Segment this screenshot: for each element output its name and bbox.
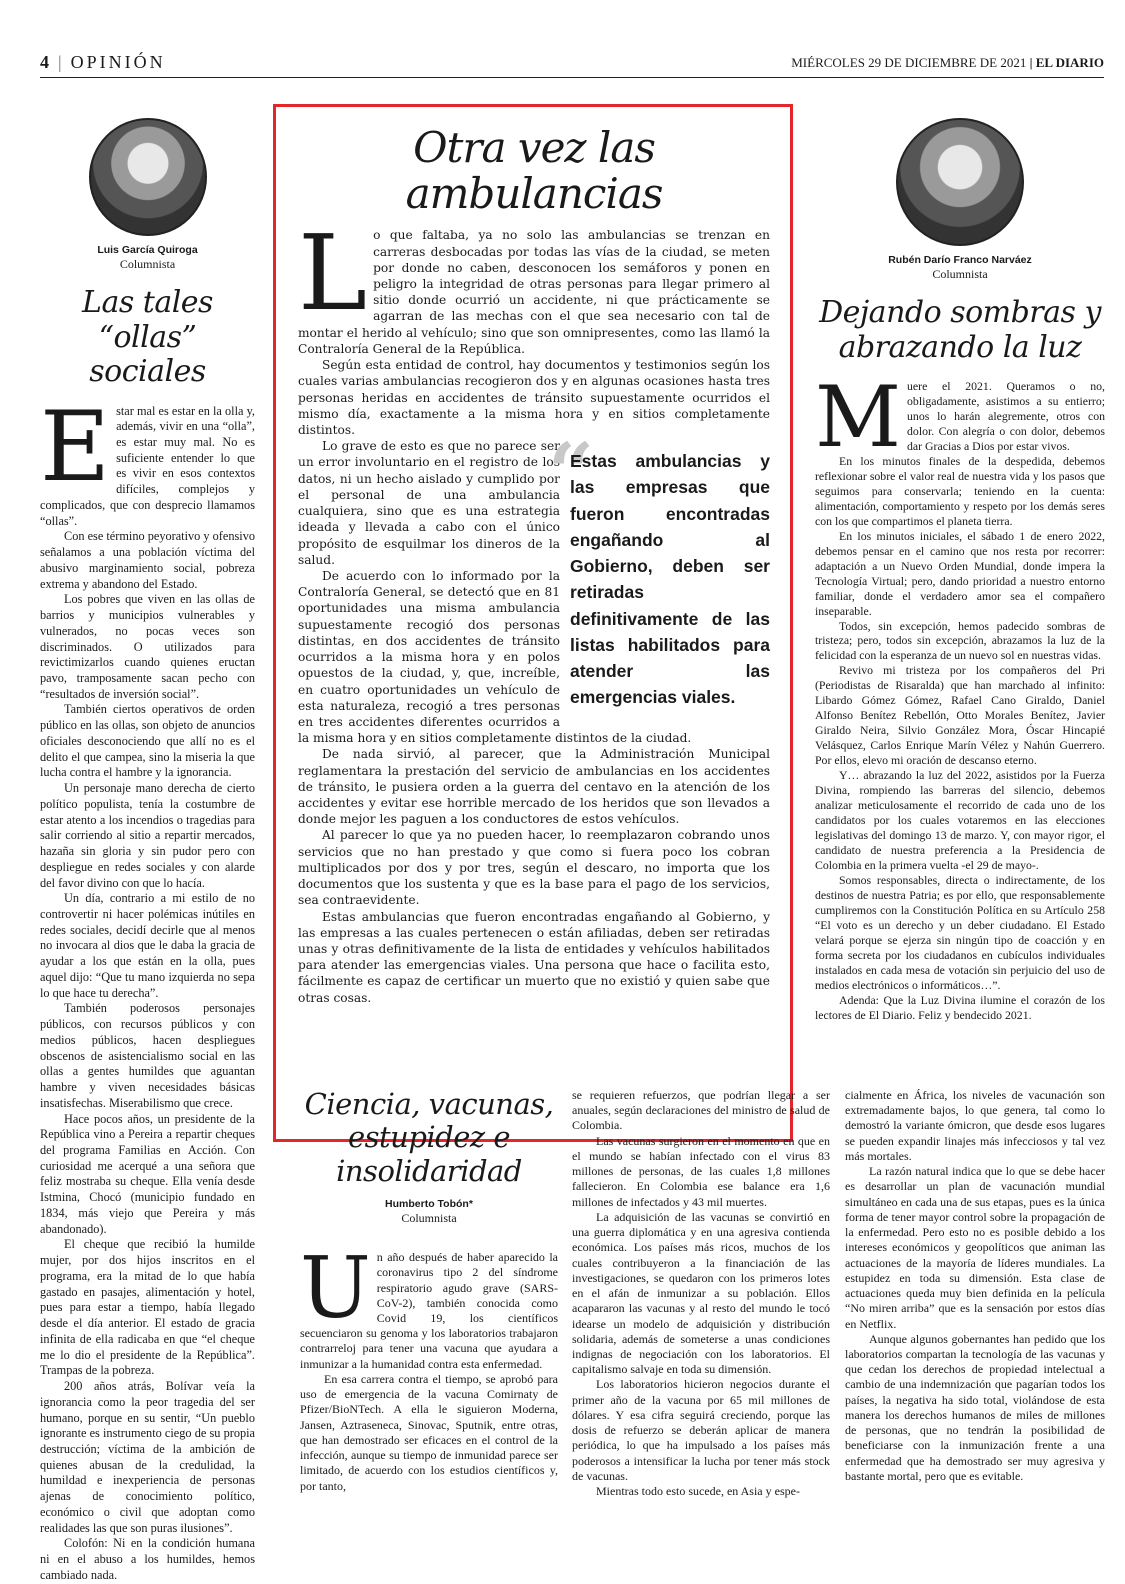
paragraph: La adquisición de las vacunas se convirtió en una guerra diplomática y en una agresiva contienda económica. Los países más ricos, muchos de los cuales contribuyeron a la financiación de las investigaciones, se quedaron con los primeros lotes en el afán de inmunizar a su población. Ellos acapararon las vacunas y al resto del mundo le tocó idearse un modelo de adquisición y distribución solidaria, además de someterse a unas condiciones indignas de negociación con los laboratorios. El capitalismo salvaje en toda su dimensión. <box>572 1209 830 1377</box>
paragraph: star mal es estar en la olla y, además, vivir en una “olla”, es estar muy mal. No es suficiente entender lo que es vivir en esos contextos difíciles, complejos y complicados, que con desprecio llamamos “ollas”. <box>40 403 255 528</box>
right-column <box>815 118 1105 1063</box>
paragraph: Estas ambulancias que fueron encontradas engañando al Gobierno, y las empresas a las cuales pertenecen o están afiliadas, deben ser retiradas unas y otras definitivamente de la lista de entidades y vehículos habilitados para atender las emergencias viales. Una persona que hace o facilita esto, fácilmente es capaz de certificar un muerto que no existió y quien sabe que otras cosas. <box>298 909 770 1005</box>
paragraph: De nada sirvió, al parecer, que la Administración Municipal reglamentara la prestación del servicio de ambulancias en los accidentes de tránsito, le pusiera orden a la guerra del centavo en la atención de los accidentes y evitar ese horrible mercado de los heridos que son llevados a donde mejor les paguen a los conductores de estos vehículos. <box>298 747 770 827</box>
paragraph: Todos, sin excepción, hemos padecido sombras de tristeza; pero, todos sin excepción, abrazamos la luz de la felicidad con la esperanza de un nuevo sol en nuestras vidas. <box>815 618 1105 663</box>
drop-cap: L <box>298 212 368 335</box>
paragraph: De acuerdo con lo informado por la Contraloría General, se detectó que en 81 oportunidades una misma ambulancia supuestamente recogió dos personas distintas, en dos accidentes de tránsito ocurridos a la misma hora y en polos opuestos de la ciudad, y, que, increíble, en cuatro oportunidades un vehículo de esta naturaleza, recogió a tres personas en tres accidentes diferentes ocurridos a la misma hora y en sitios completamente distintos de la ciudad. <box>298 568 692 746</box>
bottom-article-col-1 <box>300 1088 558 1558</box>
paragraph: En los minutos finales de la despedida, debemos reflexionar sobre el valor real de nuestra vida y los pasos que seguimos para conservarla; teniendo en la cuenta: alimentación, comportamiento y respeto por los demás seres con los que compartimos el planeta tierra. <box>815 453 1105 528</box>
paragraph: se requieren refuerzos, que podrían llegar a ser anuales, según declaraciones del ministro de salud de Colombia. <box>572 1088 830 1133</box>
paragraph: Adenda: Que la Luz Divina ilumine el corazón de los lectores de El Diario. Feliz y bendecido 2021. <box>815 992 1105 1022</box>
article-body <box>815 368 1105 1023</box>
editorial-body <box>298 212 770 1006</box>
author-name: Luis García Quiroga <box>97 244 198 256</box>
drop-cap: E <box>40 390 111 503</box>
author-name: Humberto Tobón* <box>385 1198 473 1211</box>
bottom-article-title: Ciencia, vacunas, estupidez e insolidaridad <box>304 1087 554 1188</box>
paragraph: Hace pocos años, un presidente de la República vino a Pereira a repartir cheques del programa Familias en Acción. Con curiosidad me acerqué a una señora que feliz mostraba su cheque. Ella venía desde Istmina, Chocó (municipio fundado en 1834, más viejo que Pereira y más abandonado). <box>40 1111 255 1236</box>
pull-quote-text: Estas ambulancias y las empresas que fueron encontradas engañando al Gobierno, deben ser retiradas definitivamente de las listas habilitados para atender las emergencias viales. <box>570 451 770 708</box>
drop-cap: M <box>815 368 902 466</box>
paragraph: Un personaje mano derecha de cierto político populista, tenía la costumbre de estar atento a los incendios o tragedias para salir corriendo al sitio a repartir mercados, hazaña sin gloria y sin pudor pero con despliegue en redes sociales y con alarde del favor divino con que lo hacía. <box>40 781 255 890</box>
paragraph: También ciertos operativos de orden público en las ollas, son objeto de anuncios oficiales desconociendo que allí no es el delito el que campea, sino la miseria la que lucha contra el hambre y la ignorancia. <box>40 702 255 780</box>
bottom-article-col-3 <box>845 1088 1105 1558</box>
section-label: 4 | OPINIÓN <box>40 52 166 72</box>
paragraph: cialmente en África, los niveles de vacunación son extremadamente bajos, lo que genera, tal como lo demostró la variante ómicron, que desde esos lugares se pueden expandir linajes más infecciosos y tal vez más mortales. <box>845 1088 1105 1163</box>
section-name: OPINIÓN <box>70 52 166 72</box>
page-number: 4 <box>40 52 52 72</box>
paragraph: En los minutos iniciales, el sábado 1 de enero 2022, debemos pensar en el camino que nos resta por recorrer: adaptación a un Nuevo Orden Mundial, donde impera la Tecnología Virtual; pero, dando prioridad a nuestro entorno familiar, donde el verdadero amor sea el compañero inseparable. <box>815 528 1105 618</box>
author-photo <box>896 118 1024 246</box>
paragraph: Los pobres que viven en las ollas de barrios y municipios vulnerables y vulnerados, no pocas veces son discriminados. O utilizados para revictimizarlos cuando quienes eructan pavo, tramposamente sacan pecho con “resultados de inversión social”. <box>40 592 255 701</box>
paragraph: uere el 2021. Queramos o no, obligadamente, asistimos a su entierro; unos lo harán alegremente, otros con dolor. Con alegría o con dolor, debemos dar Gracias a Dios por estar vivos. <box>907 379 1105 453</box>
paragraph: Las vacunas surgieron en el momento en que en el mundo se habían infectado con el virus 83 millones de personas, de las cuales 1,8 millones fallecieron. En Colombia ese balance era 1,6 millones de infectados y 43 mil muertes. <box>572 1133 830 1209</box>
editorial-title: Otra vez las ambulancias <box>405 123 663 219</box>
page-header <box>40 52 1104 78</box>
newspaper-name: EL DIARIO <box>1035 55 1104 70</box>
paragraph: Lo grave de esto es que no parece ser un error involuntario en el registro de los datos, ni un hecho aislado y cumplido por el personal de una ambulancia cualquiera, sino que es una estrategia ideada y llevada a cabo con el único propósito de esquilmar los dineros de la salud. <box>298 439 560 567</box>
author-photo <box>89 118 207 236</box>
paragraph: Mientras todo esto sucede, en Asia y espe- <box>596 1484 800 1499</box>
featured-editorial <box>273 104 793 1142</box>
date-line: MIÉRCOLES 29 DE DICIEMBRE DE 2021 | EL DIARIO <box>791 55 1104 70</box>
paragraph: Revivo mi tristeza por los compañeros del Pri (Periodistas de Risaralda) que han marchado al infinito: Libardo Gómez Gómez, Rafael Cano Giraldo, Daniel Alfonso Benítez Rebellón, Otto Morales Benítez, Javier Giraldo Neira, Silvio González Mora, Óscar Hincapié Velásquez, Carlos Enrique Marín Vélez y Nahún Guerrero. Por ellos, elevo mi oración de descanso eterno. <box>815 663 1105 768</box>
pull-quote <box>548 425 770 711</box>
author-name: Rubén Darío Franco Narváez <box>888 254 1032 266</box>
paragraph: En esa carrera contra el tiempo, se aprobó para uso de emergencia de la vacuna Comirnaty de Pfizer/BioNTech. A ella le siguieron Moderna, Jansen, Aztraseneca, Sinovac, Sputnik, entre otras, que han demostrado ser eficaces en el control de la infección, aunque su tiempo de inmunidad parece ser limitado, de acuerdo con los estudios científicos y, por tanto, <box>300 1371 558 1493</box>
paragraph: Colofón: Ni en la condición humana ni en el abuso a los humildes, hemos cambiado nada. <box>40 1536 255 1582</box>
paragraph: El cheque que recibió la humilde mujer, por dos hijos inscritos en el programa, era la mitad de lo que había gastado en pasajes, alimentación y hotel, pues para estar a tiempo, había llegado desde el día anterior. El estado de gracia infinita de ella radicaba en que “el cheque me lo dio el presidente de la República”. Trampas de la pobreza. <box>40 1237 255 1378</box>
paragraph: Los laboratorios hicieron negocios durante el primer año de la vacuna por 65 mil millones de dólares. Y esa cifra seguirá creciendo, porque las dosis de refuerzo se deberán aplicar de manera periódica, lo que ha impulsado a los países más poderosos a intensificar la lucha por tener más stock de vacunas. <box>572 1377 830 1483</box>
column-title: Dejando sombras y abrazando la luz <box>819 295 1101 365</box>
author-role: Columnista <box>119 257 176 271</box>
author-role: Columnista <box>401 1211 457 1226</box>
quote-mark-icon: “ <box>548 425 595 520</box>
paragraph: Somos responsables, directa o indirectamente, de los destinos de nuestra Patria; es por ello, que responsablemente cumpliremos con la Constitución Política en su Artículo 258 “El voto es un derecho y un deber ciudadano. El Estado velará porque se ejerza sin ningún tipo de coacción y en forma secreta por los ciudadanos en cubículos individuales instalados en cada mesa de votación sin perjuicio del uso de medios electrónicos o informáticos…”. <box>815 872 1105 992</box>
column-title: Las tales “ollas” sociales <box>82 285 213 389</box>
paragraph: n año después de haber aparecido la coronavirus tipo 2 del síndrome respiratorio agudo grave (SARS-CoV-2), también conocida como Covid 19, los científicos secuenciaron su genoma y los laboratorios trabajaron contrarreloj para tener una vacuna que ayudara a inmunizar a la humanidad contra esta enfermedad. <box>300 1250 558 1371</box>
paragraph: 200 años atrás, Bolívar veía la ignorancia como la peor tragedia del ser humano, porque en su sentir, “Un pueblo ignorante es instrumento ciego de su propia destrucción; víctima de la ambición de quienes abusan de la credulidad, la humildad e inexperiencia de personas ajenas de conocimiento político, económico o civil que adoptan como realidades las que son puras ilusiones”. <box>40 1379 255 1535</box>
paragraph: También poderosos personajes públicos, con recursos públicos y con medios públicos, hacen despliegues obscenos de asistencialismo social en las ollas a gentes humildes que aguantan hambre y viven necesidades básicas insatisfechas. Miserabilismo que crece. <box>40 1001 255 1110</box>
issue-date: MIÉRCOLES 29 DE DICIEMBRE DE 2021 <box>791 55 1027 70</box>
author-role: Columnista <box>932 267 988 281</box>
bottom-article-col-2 <box>572 1088 830 1558</box>
paragraph: Con ese término peyorativo y ofensivo señalamos a una población víctima del abusivo marginamiento social, pobreza extrema y abandono del Estado. <box>40 529 255 591</box>
paragraph: Aunque algunos gobernantes han pedido que los laboratorios compartan la tecnología de las vacunas y que cedan los derechos de propiedad intelectual a cambio de una indemnización que pagarían todos los países, la negativa ha sido total, violándose de esta manera los derechos humanos de miles de millones de personas, que no tendrán la posibilidad de beneficiarse con la inmunización frente a una enfermedad que ha demostrado ser muy agresiva y bastante mortal, pero que es evitable. <box>845 1331 1105 1483</box>
article-body <box>40 390 255 1584</box>
paragraph: Al parecer lo que ya no pueden hacer, lo reemplazaron cobrando unos servicios que no han prestado y que como si fuera poco los cobran multiplicados por dos y por tres, según el descaro, no importa que los documentos que los sustenta y que es la base para el pago de los servicios, sea contraevidente. <box>298 828 770 908</box>
article-body <box>300 1239 558 1494</box>
paragraph: Un día, contrario a mi estilo de no controvertir ni hacer polémicas inútiles en redes sociales, decidí decirle que al menos no invocara al dios que le daba la gracia de ayudar a los que están en la olla, pues aquel dijo: “Que tu mano izquierda no sepa lo que hace tu derecha”. <box>40 891 255 1000</box>
left-column <box>40 118 255 1582</box>
paragraph: o que faltaba, ya no solo las ambulancias se trenzan en carreras desbocadas por todas las vías de la ciudad, se meten por donde no caben, desconocen los semáforos y ponen en peligro la integridad de otras personas para llegar primero al sitio donde ocurrió un accidente, ni que prácticamente se agarran de las mechas con el que sea necesario con tal de montar el herido al vehículo; sino que son omnipresentes, como las llamó la Contraloría General de la República. <box>298 228 770 356</box>
paragraph: Según esta entidad de control, hay documentos y testimonios según los cuales varias ambulancias recogieron dos y en algunas ocasiones hasta tres personas heridas en accidentes de tránsito supuestamente ocurridos el mismo día, exactamente a la misma hora y en sitios completamente distintos. <box>298 358 770 437</box>
drop-cap: U <box>300 1239 371 1338</box>
paragraph: Y… abrazando la luz del 2022, asistidos por la Fuerza Divina, rompiendo las barreras del silencio, debemos analizar meticulosamente el recorrido de cada uno de los candidatos por los cuales votaremos en las elecciones legislativas del domingo 13 de marzo. Y, con mayor rigor, el candidato de nuestra preferencia a la Presidencia de Colombia en la primera vuelta -el 29 de mayo-. <box>815 768 1105 872</box>
paragraph: La razón natural indica que lo que se debe hacer es desarrollar un plan de vacunación mundial simultáneo en cada una de sus etapas, pues es la única forma de tener mayor control sobre la propagación de la enfermedad. Pero esto no es posible debido a los intereses económicos y geopolíticos que animan las actuaciones de la mayoría de líderes mundiales. La estupidez en toda su dimensión. Esta clase de actuaciones queda muy bien definida en la película “No miren arriba” que es la sensación por estos días en Netflix. <box>845 1164 1105 1331</box>
